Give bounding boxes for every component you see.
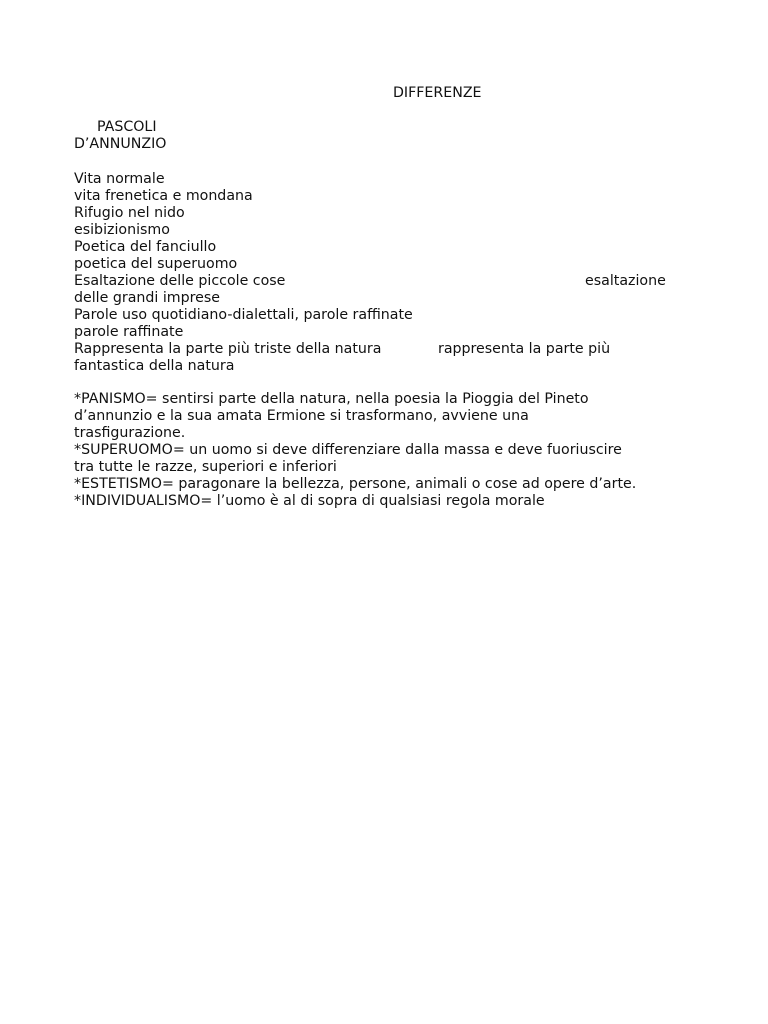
definition-line: *SUPERUOMO= un uomo si deve differenziare dalla massa e deve fuoriuscire xyxy=(74,442,622,458)
comparison-line: Vita normale xyxy=(74,171,165,187)
definition-line: *PANISMO= sentirsi parte della natura, nella poesia la Pioggia del Pineto xyxy=(74,391,589,407)
comparison-line-right: esaltazione xyxy=(585,273,666,289)
definitions-block xyxy=(74,391,714,510)
column-header-dannunzio: D’ANNUNZIO xyxy=(74,136,167,152)
comparison-line: Poetica del fanciullo xyxy=(74,239,217,255)
comparison-line: vita frenetica e mondana xyxy=(74,188,253,204)
comparison-list xyxy=(74,171,694,375)
comparison-line: Parole uso quotidiano-dialettali, parole raffinate xyxy=(74,307,413,323)
comparison-line: fantastica della natura xyxy=(74,358,235,374)
definition-line: *INDIVIDUALISMO= l’uomo è al di sopra di qualsiasi regola morale xyxy=(74,493,545,509)
comparison-line-left: Rappresenta la parte più triste della natura xyxy=(74,341,382,357)
definition-line: *ESTETISMO= paragonare la bellezza, persone, animali o cose ad opere d’arte. xyxy=(74,476,637,492)
document-title: DIFFERENZE xyxy=(393,85,482,101)
comparison-split-line xyxy=(74,273,694,290)
comparison-line: esibizionismo xyxy=(74,222,170,238)
comparison-line-right: rappresenta la parte più xyxy=(438,341,611,357)
definition-line: d’annunzio e la sua amata Ermione si trasformano, avviene una xyxy=(74,408,529,424)
comparison-line-left: Esaltazione delle piccole cose xyxy=(74,273,286,289)
definition-line: tra tutte le razze, superiori e inferiori xyxy=(74,459,337,475)
comparison-split-line xyxy=(74,341,694,358)
comparison-line: Rifugio nel nido xyxy=(74,205,185,221)
comparison-line: poetica del superuomo xyxy=(74,256,238,272)
column-header-pascoli: PASCOLI xyxy=(97,119,157,135)
definition-line: trasfigurazione. xyxy=(74,425,186,441)
comparison-line: delle grandi imprese xyxy=(74,290,220,306)
comparison-line: parole raffinate xyxy=(74,324,184,340)
